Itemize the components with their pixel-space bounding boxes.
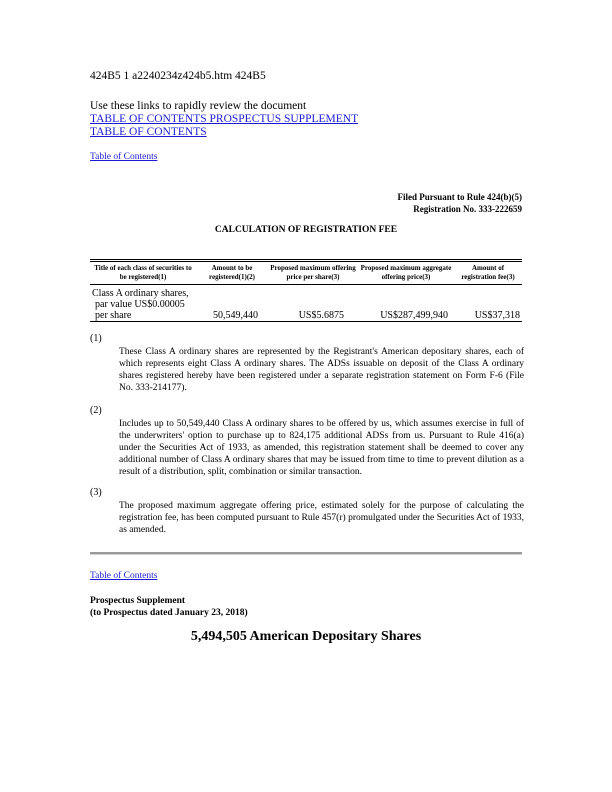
registration-fee-cell: US$37,318 bbox=[454, 285, 522, 322]
table-header-row bbox=[90, 261, 522, 285]
file-header-line: 424B5 1 a2240234z424b5.htm 424B5 bbox=[90, 70, 266, 82]
section-divider bbox=[90, 552, 522, 555]
table-of-contents-link[interactable]: Table of Contents bbox=[90, 152, 158, 162]
registration-fee-table bbox=[90, 259, 522, 322]
fee-table-title: CALCULATION OF REGISTRATION FEE bbox=[214, 225, 398, 235]
prospectus-supplement-heading bbox=[90, 595, 248, 619]
security-title-line: Class A ordinary shares, bbox=[92, 288, 189, 299]
security-title-cell bbox=[90, 285, 196, 322]
footnote-number: (1) bbox=[90, 333, 102, 344]
toc-prospectus-supplement-link[interactable]: TABLE OF CONTENTS PROSPECTUS SUPPLEMENT bbox=[90, 113, 359, 125]
footnote-number: (3) bbox=[90, 487, 102, 498]
toc-link[interactable]: TABLE OF CONTENTS bbox=[90, 126, 207, 138]
column-header: Amount of registration fee(3) bbox=[454, 261, 522, 285]
supplement-subtitle: (to Prospectus dated January 23, 2018) bbox=[90, 608, 248, 618]
column-header: Proposed maximum offering price per share(3) bbox=[268, 261, 358, 285]
table-row bbox=[90, 285, 522, 322]
security-title-line: per share bbox=[95, 310, 132, 321]
price-per-share-cell: US$5.6875 bbox=[268, 285, 358, 322]
review-links-intro: Use these links to rapidly review the document bbox=[90, 100, 307, 112]
supplement-title: Prospectus Supplement bbox=[90, 596, 186, 606]
registration-number: Registration No. 333-222659 bbox=[413, 204, 522, 214]
table-of-contents-link[interactable]: Table of Contents bbox=[90, 571, 158, 581]
amount-registered-cell: 50,549,440 bbox=[196, 285, 268, 322]
footnote-text: The proposed maximum aggregate offering price, estimated solely for the purpose of calculating the registration fee, has been computed pursuant to Rule 457(r) promulgated under the Securities Act of 1933, as amended. bbox=[119, 501, 524, 535]
footnote-text: These Class A ordinary shares are represented by the Registrant's American depositary shares, each of which represents eight Class A ordinary shares. The ADSs issuable on deposit of the Class A ordinary shares registered hereby have been registered under a separate registration statement on Form F-6 (File No. 333-214177). bbox=[119, 347, 524, 393]
footnote-number: (2) bbox=[90, 405, 102, 416]
security-title-line: par value US$0.00005 bbox=[95, 299, 185, 310]
offering-heading: 5,494,505 American Depositary Shares bbox=[190, 629, 422, 644]
filing-info bbox=[398, 191, 523, 215]
column-header: Proposed maximum aggregate offering price(3) bbox=[358, 261, 454, 285]
aggregate-price-cell: US$287,499,940 bbox=[358, 285, 454, 322]
footnote-text: Includes up to 50,549,440 Class A ordinary shares to be offered by us, which assumes exercise in full of the underwriters' option to purchase up to 824,175 additional ADSs from us. Pursuant to Rule 416(a) under the Securities Act of 1933, as amended, this registration statement shall be deemed to cover any additional number of Class A ordinary shares that may be issued from time to time to prevent dilution as a result of a distribution, split, combination or similar transaction. bbox=[119, 419, 524, 477]
filing-rule: Filed Pursuant to Rule 424(b)(5) bbox=[397, 192, 522, 202]
column-header: Amount to be registered(1)(2) bbox=[196, 261, 268, 285]
column-header: Title of each class of securities to be registered(1) bbox=[90, 261, 196, 285]
